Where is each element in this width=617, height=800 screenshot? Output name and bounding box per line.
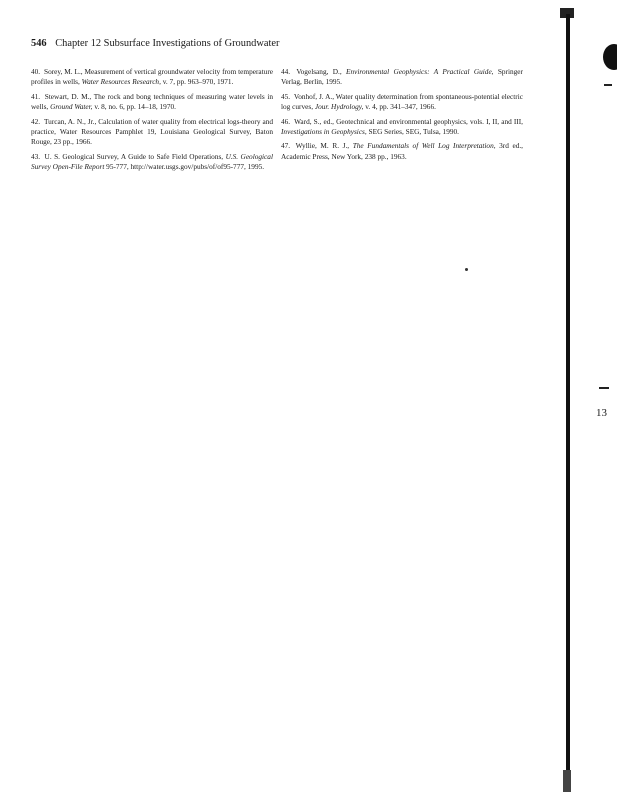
reference-italic-text: Ground Water, <box>50 102 93 111</box>
reference-italic-text: U.S. Geological Survey Open-File Report <box>31 151 273 171</box>
reference-number: 46. <box>281 116 291 126</box>
reference-number: 45. <box>281 91 291 101</box>
reference-number: 44. <box>281 67 291 76</box>
reference-text: Springer Verlag, Berlin, 1995. <box>281 67 523 87</box>
reference-text: Ward, S., ed., Geotechnical and environmental geophysics, vols. I, II, and III, <box>294 116 523 126</box>
reference-text: Turcan, A. N., Jr., Calculation of water quality from electrical logs-theory and practice, Water Resources Pamphlet 19, Louisiana Geological Survey, Baton Rouge, 23 pp., 1966. <box>31 116 273 146</box>
running-header <box>31 38 511 49</box>
reference-number: 40. <box>31 67 41 76</box>
reference-entry <box>281 117 523 137</box>
reference-number: 42. <box>31 116 41 126</box>
scan-edge-foot <box>563 770 571 792</box>
next-page-edge-number: 13 <box>596 407 607 419</box>
reference-text: Sorey, M. L., Measurement of vertical groundwater velocity from temperature profiles in wells, <box>31 67 273 87</box>
reference-text: v. 7, pp. 963–970, 1971. <box>160 77 234 87</box>
scan-edge-dash <box>604 84 612 86</box>
reference-entry <box>281 67 523 87</box>
reference-number: 47. <box>281 141 291 151</box>
reference-italic-text: Investigations in Geophysics, <box>281 126 367 136</box>
reference-text: Wyllie, M. R. J., <box>295 141 353 151</box>
reference-number: 43. <box>31 151 41 161</box>
reference-text: Vogelsang, D., <box>296 67 347 76</box>
reference-entry <box>31 152 273 172</box>
reference-entry <box>281 92 523 112</box>
reference-text: SEG Series, SEG, Tulsa, 1990. <box>366 126 459 136</box>
running-title: Chapter 12 Subsurface Investigations of Groundwater <box>55 38 280 49</box>
reference-entry <box>31 67 273 87</box>
scan-edge-mark <box>603 44 617 70</box>
reference-text: 3rd ed., Academic Press, New York, 238 pp., 1963. <box>281 141 524 161</box>
reference-text: v. 8, no. 6, pp. 14–18, 1970. <box>92 102 176 111</box>
reference-entry <box>31 117 273 148</box>
scan-speck <box>465 268 468 271</box>
reference-text: v. 4, pp. 341–347, 1966. <box>363 102 436 111</box>
reference-text: 95-777, http://water.usgs.gov/pubs/of/of95-777, 1995. <box>104 161 265 171</box>
page-number: 546 <box>31 38 47 49</box>
reference-number: 41. <box>31 91 41 101</box>
references-right-column <box>281 67 523 166</box>
reference-text: Vonhof, J. A., Water quality determination from spontaneous-potential electric log curves, <box>281 91 523 111</box>
reference-text: Stewart, D. M., The rock and bong techniques of measuring water levels in wells, <box>31 91 273 111</box>
reference-entry <box>281 141 523 161</box>
reference-italic-text: Water Resources Research, <box>81 77 161 87</box>
references-left-column <box>31 67 273 176</box>
scan-edge-dash <box>599 387 609 389</box>
scan-edge-bar <box>566 14 570 789</box>
reference-italic-text: The Fundamentals of Well Log Interpretation, <box>352 141 496 151</box>
reference-text: U. S. Geological Survey, A Guide to Safe Field Operations, <box>44 151 226 161</box>
reference-entry <box>31 92 273 112</box>
reference-italic-text: Environmental Geophysics: A Practical Guide, <box>346 67 494 76</box>
reference-italic-text: Jour. Hydrology, <box>314 102 364 111</box>
